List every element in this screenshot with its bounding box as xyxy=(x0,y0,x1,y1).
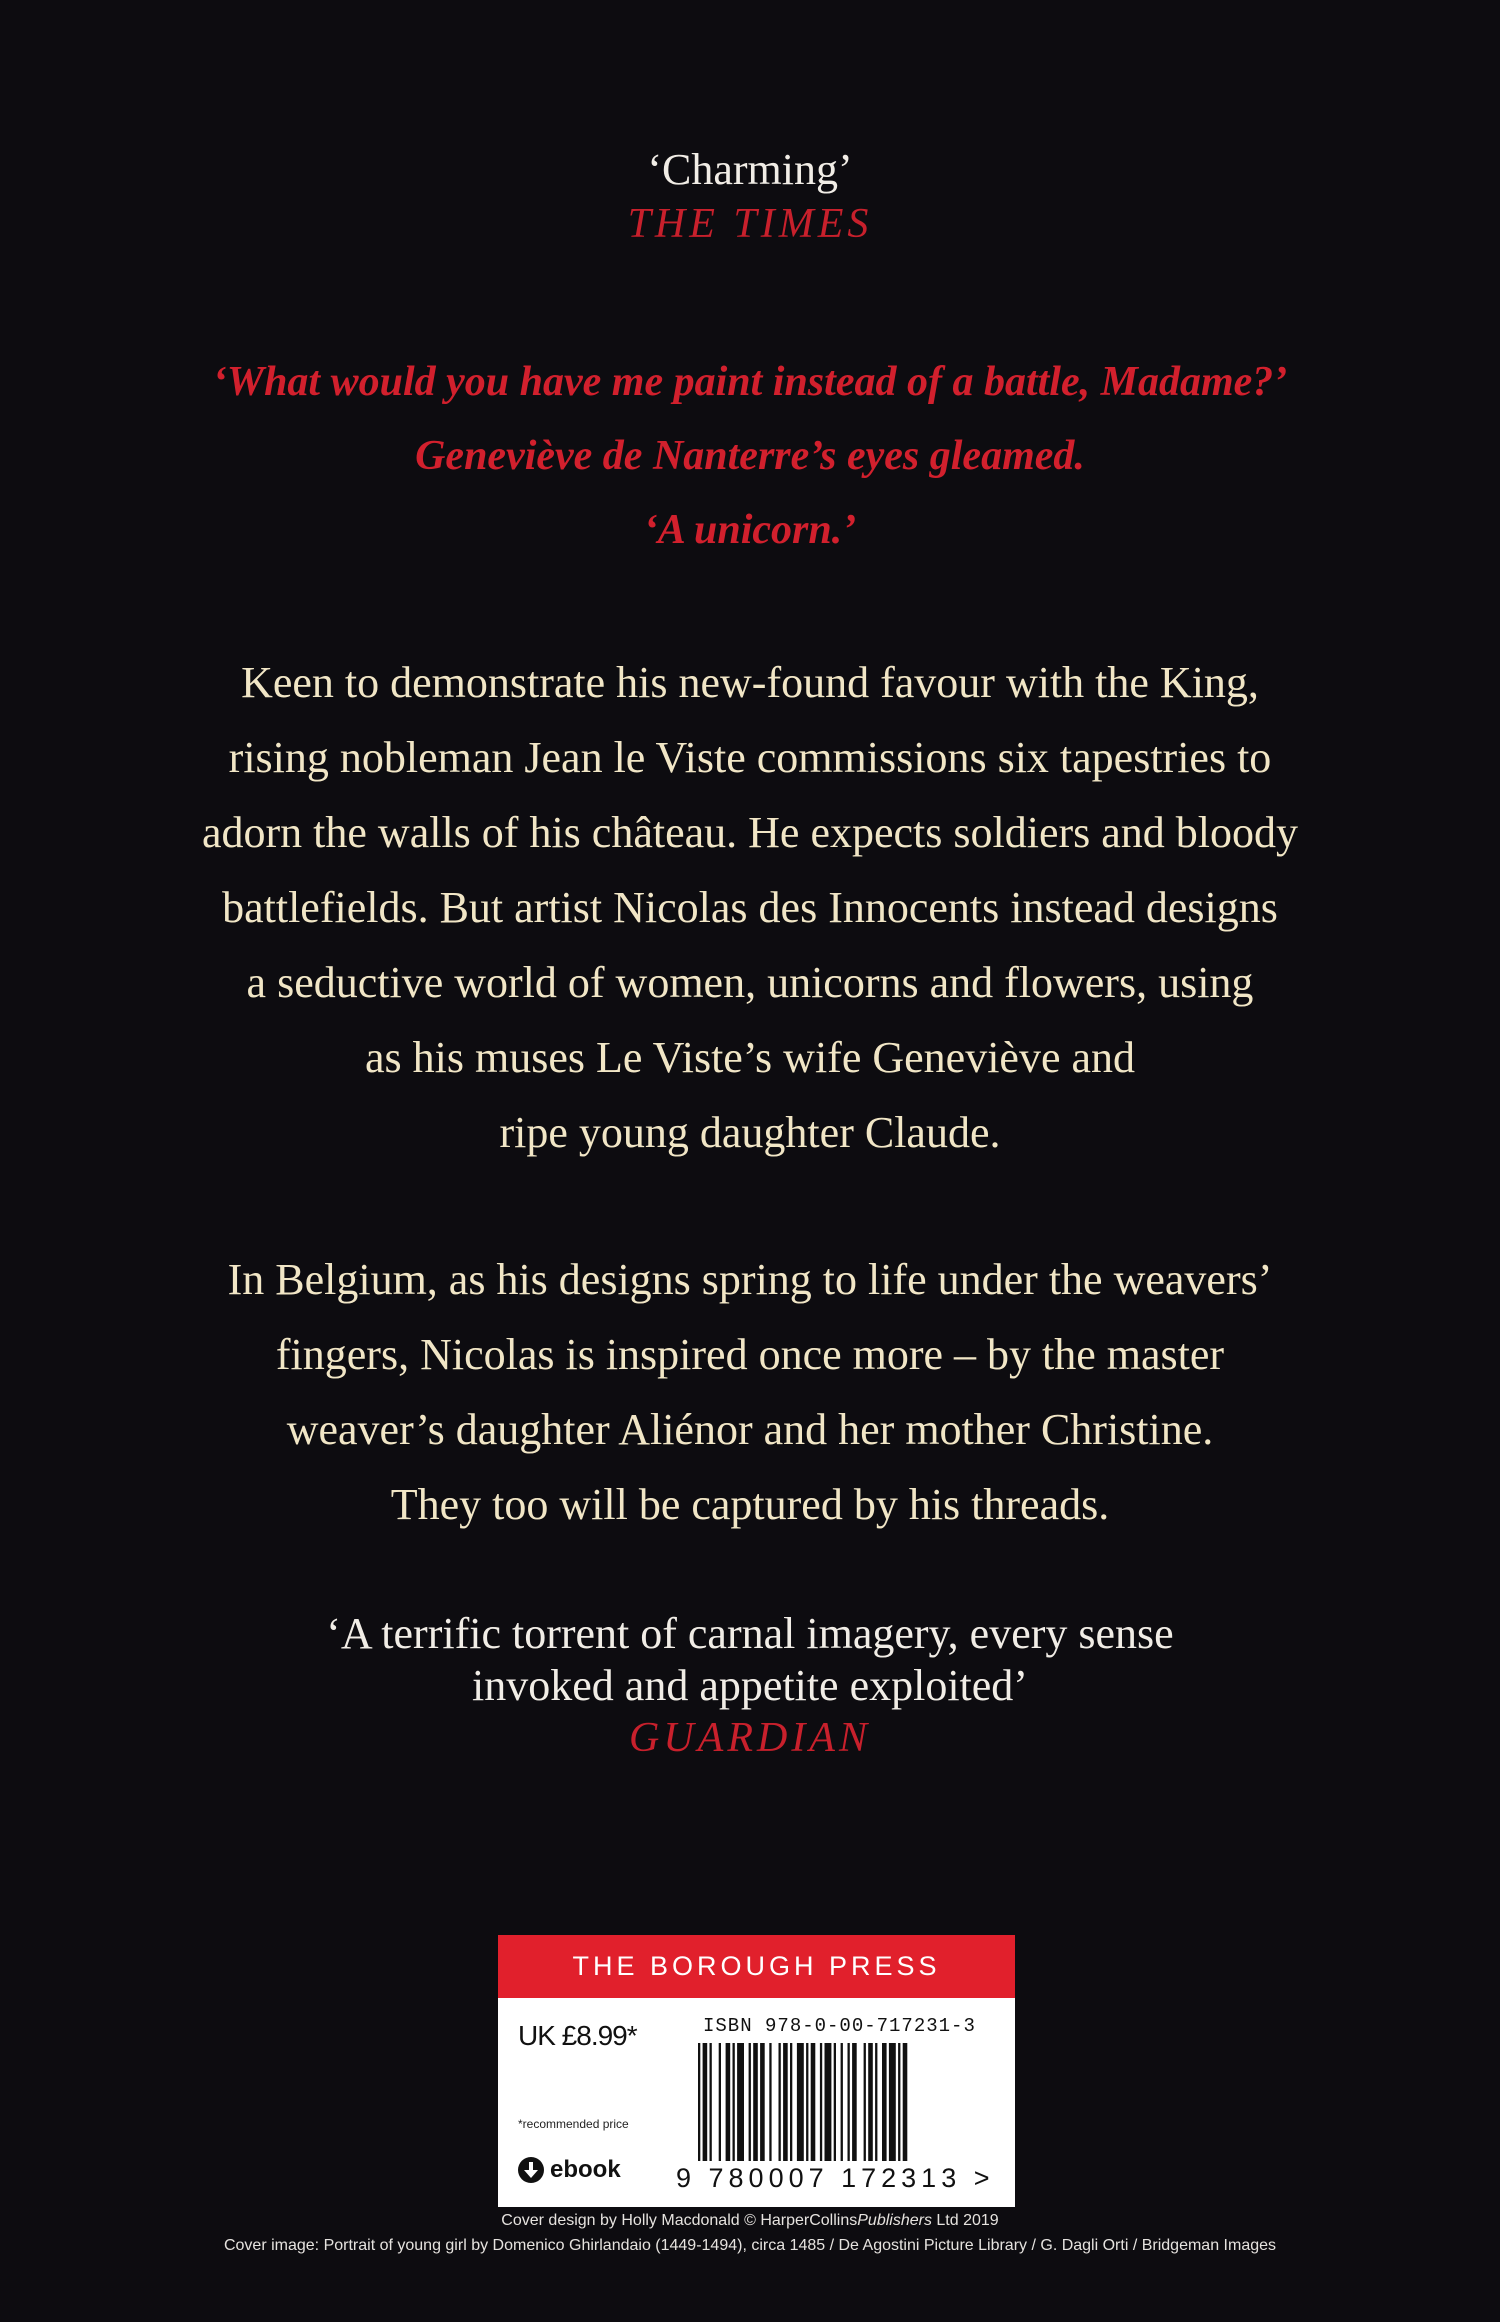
barcode-bar xyxy=(703,2043,708,2161)
top-review-quote: ‘Charming’ xyxy=(647,145,853,194)
barcode-bar xyxy=(848,2043,850,2161)
barcode-bar xyxy=(760,2043,765,2161)
barcode-bar xyxy=(753,2043,758,2161)
barcode-bar xyxy=(769,2043,771,2161)
barcode-bar xyxy=(882,2043,887,2161)
credit-text: Cover design by Holly Macdonald © HarperCollins xyxy=(501,2212,858,2229)
blurb-line: battlefields. But artist Nicolas des Innocents instead designs xyxy=(222,883,1278,932)
ebook-label: ebook xyxy=(550,2156,621,2183)
excerpt-line: Geneviève de Nanterre’s eyes gleamed. xyxy=(415,433,1085,479)
blurb-paragraph-2 xyxy=(0,1242,1500,1542)
barcode-bar xyxy=(868,2043,873,2161)
barcode-bar xyxy=(898,2043,900,2161)
barcode-bar xyxy=(790,2043,792,2161)
barcode-bar xyxy=(864,2043,866,2161)
blurb-line: weaver’s daughter Aliénor and her mother Christine. xyxy=(286,1405,1214,1454)
barcode-bar xyxy=(779,2043,781,2161)
barcode-bar xyxy=(797,2043,804,2161)
bottom-review-quote-line: invoked and appetite exploited’ xyxy=(472,1661,1028,1710)
bottom-review xyxy=(0,1608,1500,1764)
excerpt-line: ‘A unicorn.’ xyxy=(643,507,857,553)
barcode-bar xyxy=(733,2043,735,2161)
bottom-review-source: GUARDIAN xyxy=(629,1715,871,1761)
top-review-source: THE TIMES xyxy=(627,201,873,247)
blurb-line: In Belgium, as his designs spring to life under the weavers’ xyxy=(227,1255,1273,1304)
barcode-bar xyxy=(820,2043,822,2161)
cover-image-credit: Cover image: Portrait of young girl by Domenico Ghirlandaio (1449-1494), circa 1485 / De Agostini Picture Library / G. Dagli Orti / Bridgeman Images xyxy=(223,2237,1277,2254)
cover-design-credit xyxy=(0,2212,1500,2230)
barcode-bar xyxy=(806,2043,808,2161)
barcode-bar xyxy=(841,2043,843,2161)
barcode-bar xyxy=(811,2043,816,2161)
barcode-digits: 9 780007 172313 > xyxy=(676,2163,995,2193)
barcode-bar xyxy=(825,2043,832,2161)
blurb-line: They too will be captured by his threads. xyxy=(390,1480,1110,1529)
blurb-line: a seductive world of women, unicorns and flowers, using xyxy=(246,958,1254,1007)
barcode-bar xyxy=(852,2043,857,2161)
blurb-line: ripe young daughter Claude. xyxy=(499,1108,1001,1157)
barcode xyxy=(698,2043,988,2161)
blurb-line: rising nobleman Jean le Viste commissions six tapestries to xyxy=(228,733,1272,782)
blurb-line: adorn the walls of his château. He expects soldiers and bloody xyxy=(201,808,1299,857)
barcode-bar xyxy=(737,2043,744,2161)
blurb-paragraph-1 xyxy=(0,645,1500,1170)
barcode-bar xyxy=(719,2043,721,2161)
credit-text-italic: Publishers xyxy=(857,2212,932,2229)
price-note: *recommended price xyxy=(518,2117,629,2131)
barcode-bar xyxy=(875,2043,877,2161)
blurb-line: fingers, Nicolas is inspired once more – by the master xyxy=(275,1330,1225,1379)
barcode-bar xyxy=(783,2043,788,2161)
ebook-badge xyxy=(518,2156,621,2184)
blurb-line: Keen to demonstrate his new-found favour with the King, xyxy=(241,658,1259,707)
barcode-bar xyxy=(889,2043,896,2161)
barcode-bar xyxy=(710,2043,712,2161)
excerpt xyxy=(0,345,1500,567)
price: UK £8.99* xyxy=(518,2020,637,2051)
barcode-bar xyxy=(903,2043,908,2161)
download-circle-icon xyxy=(518,2157,544,2183)
credit-text: Ltd 2019 xyxy=(931,2212,999,2229)
top-review xyxy=(0,143,1500,251)
barcode-bar xyxy=(749,2043,751,2161)
barcode-box xyxy=(498,1935,1015,2207)
blurb-line: as his muses Le Viste’s wife Geneviève and xyxy=(364,1033,1136,1082)
bottom-review-quote-line: ‘A terrific torrent of carnal imagery, every sense xyxy=(326,1609,1174,1658)
barcode-bar xyxy=(726,2043,731,2161)
isbn: ISBN 978-0-00-717231-3 xyxy=(703,2015,976,2037)
barcode-bar xyxy=(834,2043,836,2161)
publisher-name: THE BOROUGH PRESS xyxy=(498,1935,1015,1998)
excerpt-line: ‘What would you have me paint instead of a battle, Madame?’ xyxy=(212,359,1288,405)
barcode-bar xyxy=(698,2043,700,2161)
